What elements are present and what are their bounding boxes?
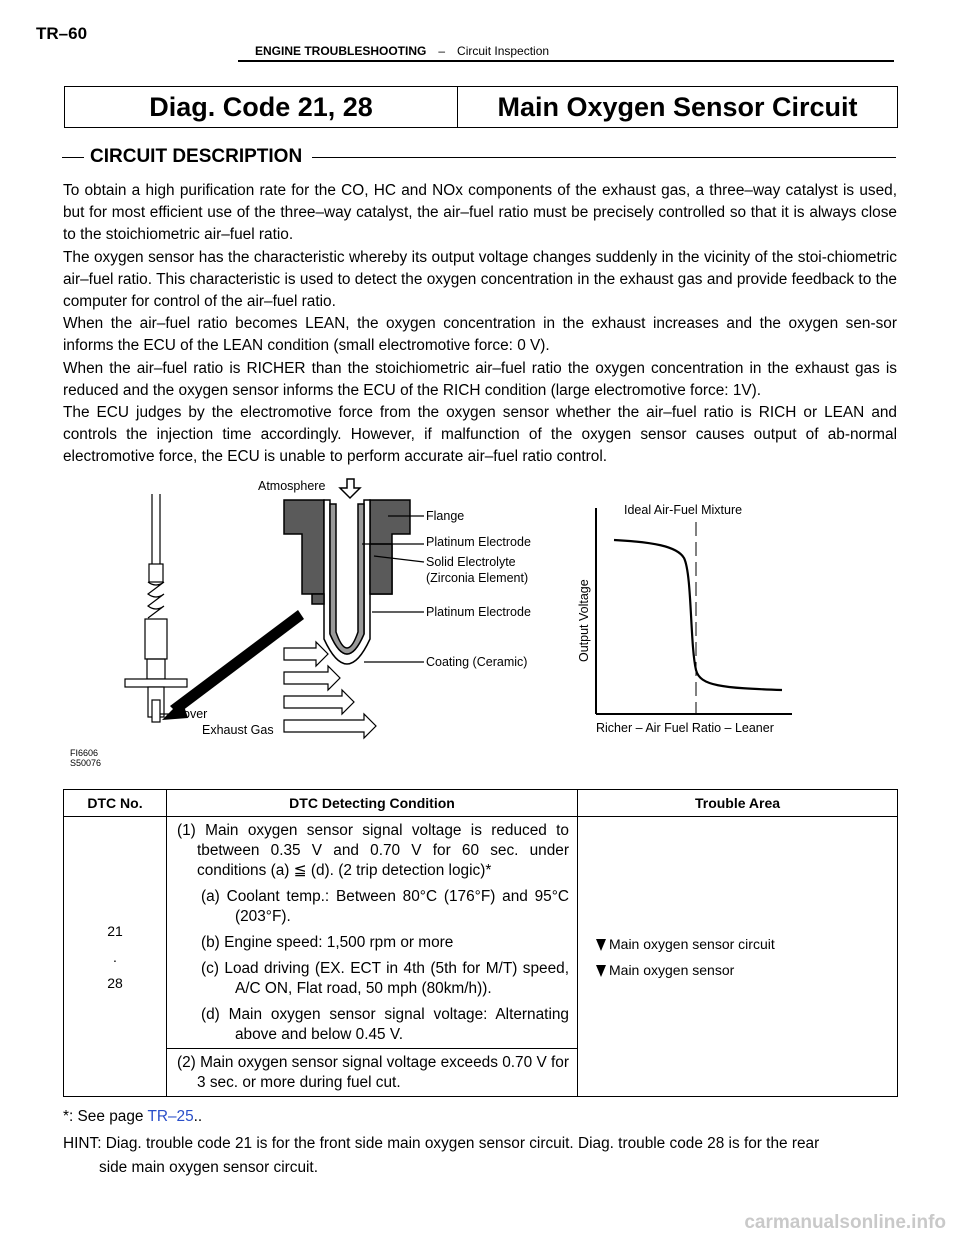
dtc-table xyxy=(63,789,898,1097)
subsection-title: Circuit Inspection xyxy=(457,44,550,58)
sub-condition-c: (c) Load driving (EX. ECT in 4th (5th for M/T) speed, A/C ON, Flat road, 50 mph (80km/h)). xyxy=(201,960,569,997)
running-head-separator: – xyxy=(438,44,446,58)
section-title: ENGINE TROUBLESHOOTING xyxy=(255,44,427,58)
circuit-description-heading: CIRCUIT DESCRIPTION xyxy=(90,146,303,167)
heading-rule-left xyxy=(62,157,84,158)
header-rule xyxy=(238,60,894,62)
dtc-table-header-row xyxy=(64,790,898,817)
hint-text xyxy=(63,1132,897,1180)
header-detecting-condition: DTC Detecting Condition xyxy=(167,790,578,817)
header-dtc-no: DTC No. xyxy=(64,790,167,817)
label-x-axis: Richer – Air Fuel Ratio – Leaner xyxy=(596,721,774,735)
hint-line-2: side main oxygen sensor circuit. xyxy=(99,1159,318,1176)
label-solid-electrolyte: Solid Electrolyte xyxy=(426,555,516,569)
hint-line-1: HINT: Diag. trouble code 21 is for the front side main oxygen sensor circuit. Diag. trouble code 28 is for the rear xyxy=(63,1135,820,1152)
page-number: TR–60 xyxy=(36,24,88,43)
label-flange: Flange xyxy=(426,509,465,523)
dtc-codes-cell xyxy=(64,817,167,1097)
dtc-code: 21 xyxy=(107,922,123,939)
page-link[interactable]: TR–25 xyxy=(147,1108,194,1125)
trouble-area-item: Main oxygen sensor xyxy=(609,957,896,983)
diag-code-title: Diag. Code 21, 28 xyxy=(65,87,458,127)
circuit-name-title: Main Oxygen Sensor Circuit xyxy=(497,91,858,122)
header-trouble-area: Trouble Area xyxy=(578,790,898,817)
footnote-prefix: *: See page xyxy=(63,1108,148,1125)
title-box xyxy=(64,86,898,128)
condition-1: (1) Main oxygen sensor signal voltage is reduced to tbetween 0.35 V and 0.70 V for 60 sec. under conditions (a) ≦ (d). (2 trip detection logic)* xyxy=(177,822,569,879)
label-atmosphere: Atmosphere xyxy=(258,479,326,493)
description-paragraph: The ECU judges by the electromotive force from the oxygen sensor whether the air–fuel ratio is RICH or LEAN and controls the injection time accordingly. However, if malfunction of the oxygen sensor causes output of ab-normal electromotive force, the ECU is unable to perform accurate air–fuel ratio control. xyxy=(63,404,897,466)
label-platinum-electrode-2: Platinum Electrode xyxy=(426,605,531,619)
table-row xyxy=(64,817,898,1049)
description-paragraph: When the air–fuel ratio is RICHER than the stoichiometric air–fuel ratio the oxygen concentration in the exhaust gas is reduced and the oxygen sensor informs the ECU of the RICH condition (large electromotive force: 1V). xyxy=(63,359,897,399)
label-zirconia: (Zirconia Element) xyxy=(426,571,529,585)
description-paragraph: To obtain a high purification rate for the CO, HC and NOx components of the exhaust gas, a three–way catalyst is used, but for most efficient use of the three–way catalyst, the air–fuel ratio must be precisely controlled so that it is always close to the stoichiometric air–fuel ratio. xyxy=(63,182,897,244)
sub-condition-b: (b) Engine speed: 1,500 rpm or more xyxy=(201,934,454,951)
label-output-voltage: Output Voltage xyxy=(577,579,591,662)
condition-cell xyxy=(167,1049,578,1097)
trouble-area-item: Main oxygen sensor circuit xyxy=(609,931,896,957)
label-ideal-mixture: Ideal Air-Fuel Mixture xyxy=(624,503,743,517)
trouble-area-cell xyxy=(578,817,898,1097)
output-voltage-graph xyxy=(596,508,792,714)
label-platinum-electrode-1: Platinum Electrode xyxy=(426,535,531,549)
description-paragraph: The oxygen sensor has the characteristic whereby its output voltage changes suddenly in the vicinity of the stoi-chiometric air–fuel ratio. This characteristic is used to detect the oxygen concentration in the exhaust gas and provide feedback to the computer for control of the air–fuel ratio. xyxy=(63,248,897,311)
watermark: carmanualsonline.info xyxy=(744,1212,946,1233)
description-paragraph: When the air–fuel ratio becomes LEAN, the oxygen concentration in the exhaust increases and the oxygen sen-sor informs the ECU of the LEAN condition (small electromotive force: 0 V). xyxy=(63,315,897,355)
exhaust-gas-arrows xyxy=(284,642,376,738)
triangle-bullet-icon xyxy=(596,965,606,977)
triangle-bullet-icon xyxy=(596,939,606,951)
label-exhaust-gas: Exhaust Gas xyxy=(202,723,274,737)
condition-cell xyxy=(167,817,578,1049)
sensor-probe-drawing xyxy=(125,494,187,722)
sensor-cross-section xyxy=(284,479,410,664)
heading-rule-right xyxy=(312,157,896,158)
running-head xyxy=(255,44,549,58)
footnote-suffix: .. xyxy=(193,1108,203,1125)
label-cover: Cover xyxy=(174,707,208,721)
label-coating: Coating (Ceramic) xyxy=(426,655,528,669)
section-heading xyxy=(62,145,896,169)
sub-condition-d: (d) Main oxygen sensor signal voltage: Alternating above and below 0.45 V. xyxy=(201,1006,569,1043)
dtc-code-separator: . xyxy=(113,948,117,965)
footnote xyxy=(63,1108,202,1126)
figure-code-2: S50076 xyxy=(70,758,102,768)
oxygen-sensor-figure xyxy=(62,474,822,774)
figure-code-1: FI6606 xyxy=(70,748,99,758)
circuit-description xyxy=(63,180,897,469)
sub-condition-a: (a) Coolant temp.: Between 80°C (176°F) and 95°C (203°F). xyxy=(201,888,569,925)
dtc-code: 28 xyxy=(107,974,123,991)
condition-2: (2) Main oxygen sensor signal voltage exceeds 0.70 V for 3 sec. or more during fuel cut. xyxy=(177,1054,569,1091)
